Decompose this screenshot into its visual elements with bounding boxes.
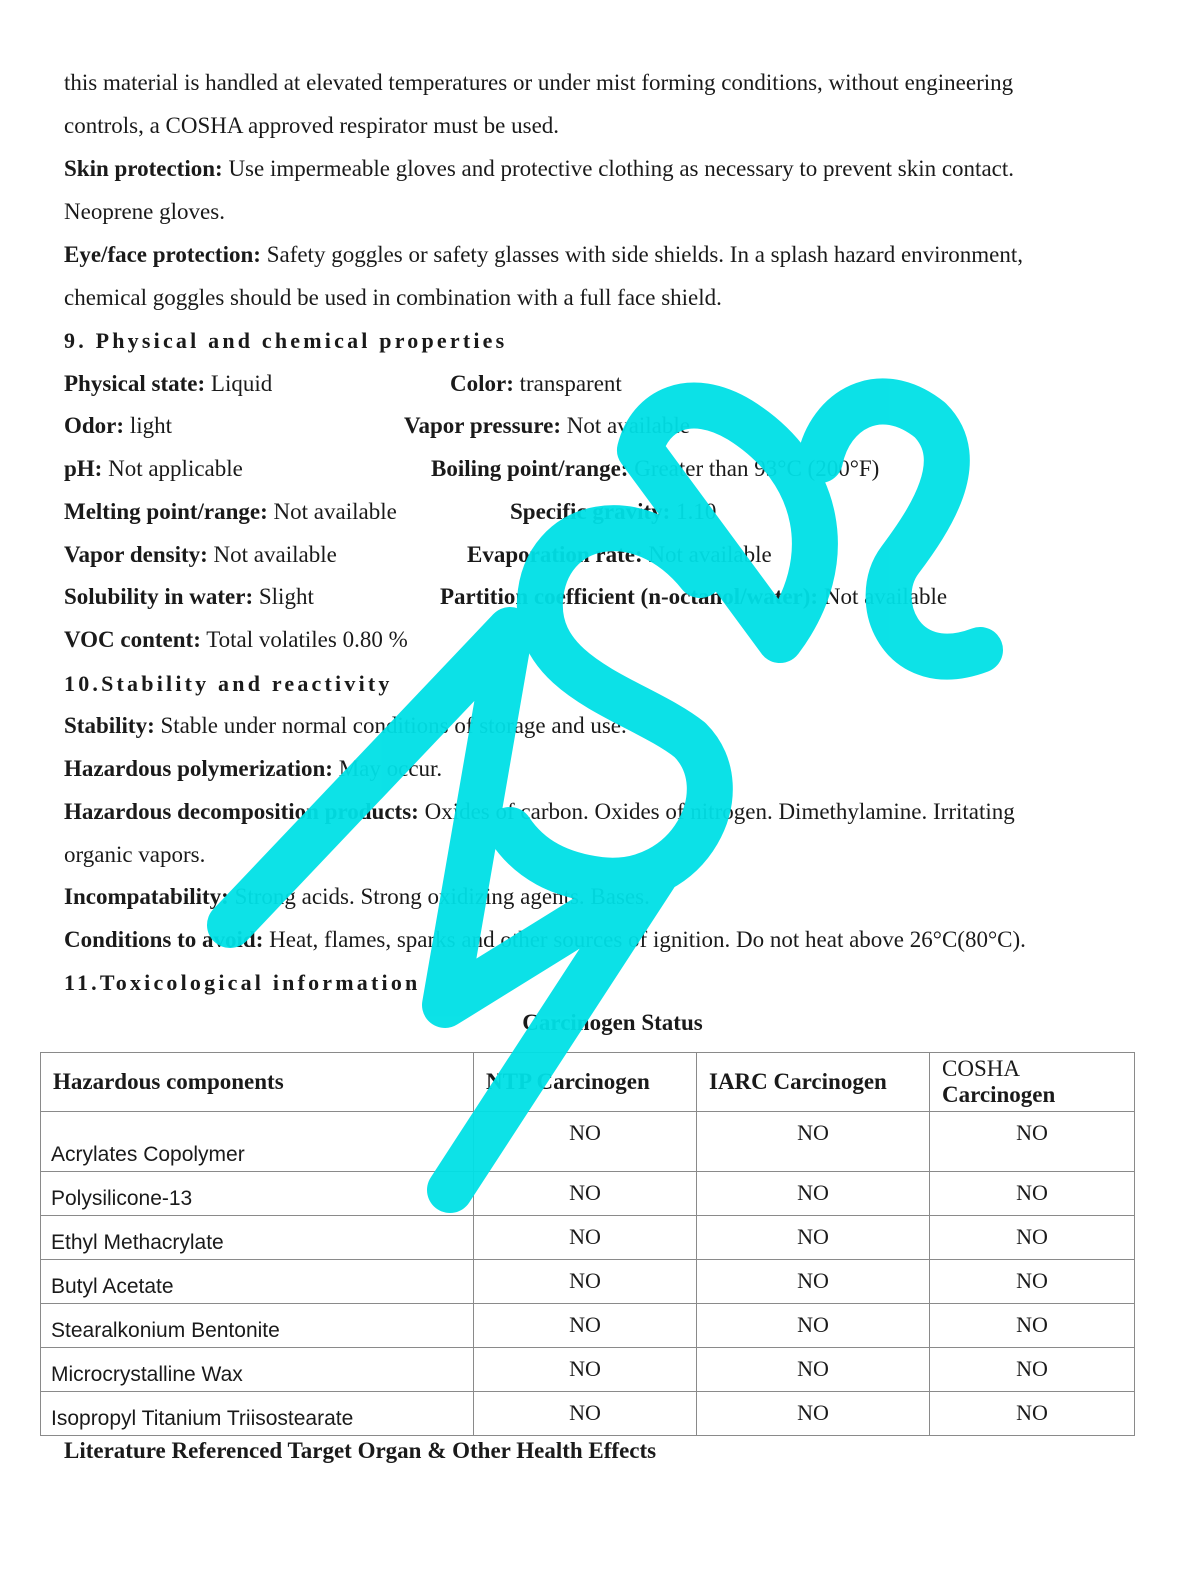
paragraph-line: this material is handled at elevated temperatures or under mist forming conditions, without engineering	[64, 70, 1014, 95]
field-value: Heat, flames, sparks and other sources of ignition. Do not heat above 26°C(80°C).	[263, 927, 1026, 952]
property	[64, 625, 408, 655]
iarc-value: NO	[697, 1348, 930, 1392]
section-heading: 10.Stability and reactivity	[64, 671, 393, 696]
property	[64, 582, 314, 612]
property	[64, 540, 337, 570]
component-name: Ethyl Methacrylate	[41, 1216, 474, 1260]
subsection-heading: Literature Referenced Target Organ & Other Health Effects	[64, 1438, 657, 1463]
field-label: Eye/face protection:	[64, 242, 261, 267]
paragraph-line: Neoprene gloves.	[64, 199, 225, 224]
table-row	[41, 1216, 1135, 1260]
table-row	[41, 1172, 1135, 1216]
property-value: Not available	[560, 413, 690, 438]
cosha-value: NO	[930, 1216, 1135, 1260]
property-label: Specific gravity:	[510, 499, 671, 524]
cosha-value: NO	[930, 1260, 1135, 1304]
property-value: Not available	[642, 542, 772, 567]
property-value: Liquid	[205, 371, 273, 396]
property-label: VOC content:	[64, 627, 201, 652]
property-label: Evaporation rate:	[467, 542, 643, 567]
field-label: Incompatability:	[64, 884, 229, 909]
property	[431, 454, 879, 484]
table-row	[41, 1348, 1135, 1392]
property-value: Total volatiles 0.80 %	[200, 627, 408, 652]
cosha-value: NO	[930, 1392, 1135, 1436]
column-header: Hazardous components	[41, 1053, 474, 1112]
conditions-line	[64, 925, 1026, 955]
field-label: Stability:	[64, 713, 155, 738]
property	[440, 582, 947, 612]
property	[64, 411, 172, 441]
field-label: Hazardous decomposition products:	[64, 799, 419, 824]
iarc-value: NO	[697, 1304, 930, 1348]
iarc-value: NO	[697, 1392, 930, 1436]
property-label: pH:	[64, 456, 103, 481]
field-value: Safety goggles or safety glasses with side shields. In a splash hazard environment,	[260, 242, 1023, 267]
property-label: Solubility in water:	[64, 584, 254, 609]
cosha-value: NO	[930, 1172, 1135, 1216]
property-value: 1.10	[670, 499, 717, 524]
property-label: Physical state:	[64, 371, 206, 396]
property-value: Greater than 93°C (200°F)	[628, 456, 880, 481]
paragraph-line: chemical goggles should be used in combination with a full face shield.	[64, 285, 722, 310]
polymerization-line	[64, 754, 442, 784]
field-value: Stable under normal conditions of storage and use.	[154, 713, 627, 738]
property	[467, 540, 772, 570]
field-value: Use impermeable gloves and protective clothing as necessary to prevent skin contact.	[222, 156, 1015, 181]
column-header-prefix: COSHA	[942, 1056, 1019, 1081]
paragraph-line: controls, a COSHA approved respirator must be used.	[64, 113, 560, 138]
table-row	[41, 1392, 1135, 1436]
field-label: Conditions to avoid:	[64, 927, 264, 952]
property-value: Not applicable	[102, 456, 243, 481]
field-label: Skin protection:	[64, 156, 223, 181]
ntp-value: NO	[474, 1304, 697, 1348]
skin-protection-line	[64, 154, 1014, 184]
ntp-value: NO	[474, 1392, 697, 1436]
ntp-value: NO	[474, 1112, 697, 1172]
section-heading: 11.Toxicological information	[64, 970, 421, 995]
table-row	[41, 1260, 1135, 1304]
property-value: Not available	[207, 542, 337, 567]
decomposition-line	[64, 797, 1015, 827]
ntp-value: NO	[474, 1348, 697, 1392]
watermark-letter-s2	[820, 401, 980, 656]
component-name: Isopropyl Titanium Triisostearate	[41, 1392, 474, 1436]
property	[404, 411, 690, 441]
iarc-value: NO	[697, 1112, 930, 1172]
component-name: Stearalkonium Bentonite	[41, 1304, 474, 1348]
iarc-value: NO	[697, 1172, 930, 1216]
ntp-value: NO	[474, 1216, 697, 1260]
field-label: Hazardous polymerization:	[64, 756, 333, 781]
property	[64, 497, 397, 527]
cosha-value: NO	[930, 1112, 1135, 1172]
table-row	[41, 1304, 1135, 1348]
cosha-value: NO	[930, 1304, 1135, 1348]
table-row	[41, 1112, 1135, 1172]
paragraph-line: organic vapors.	[64, 842, 206, 867]
property-value: transparent	[513, 371, 622, 396]
incompatability-line	[64, 882, 650, 912]
carcinogen-table	[40, 1052, 1135, 1436]
table-caption: Carcinogen Status	[522, 1010, 703, 1035]
column-header	[930, 1053, 1135, 1112]
property-value: Slight	[253, 584, 314, 609]
ntp-value: NO	[474, 1172, 697, 1216]
property-label: Color:	[450, 371, 514, 396]
component-name: Polysilicone-13	[41, 1172, 474, 1216]
property-label: Boiling point/range:	[431, 456, 629, 481]
table-header-row	[41, 1053, 1135, 1112]
ntp-value: NO	[474, 1260, 697, 1304]
field-value: Oxides of carbon. Oxides of nitrogen. Dimethylamine. Irritating	[418, 799, 1015, 824]
property	[510, 497, 716, 527]
property-label: Odor:	[64, 413, 125, 438]
eye-protection-line	[64, 240, 1023, 270]
property-value: Not available	[818, 584, 948, 609]
property-value: light	[124, 413, 172, 438]
cosha-value: NO	[930, 1348, 1135, 1392]
property	[450, 369, 622, 399]
property-label: Partition coefficient (n-octanol/water):	[440, 584, 819, 609]
property	[64, 369, 272, 399]
property	[64, 454, 243, 484]
property-label: Vapor pressure:	[404, 413, 561, 438]
property-label: Melting point/range:	[64, 499, 268, 524]
iarc-value: NO	[697, 1216, 930, 1260]
component-name: Butyl Acetate	[41, 1260, 474, 1304]
component-name: Microcrystalline Wax	[41, 1348, 474, 1392]
stability-line	[64, 711, 627, 741]
component-name: Acrylates Copolymer	[41, 1112, 474, 1172]
column-header: IARC Carcinogen	[697, 1053, 930, 1112]
property-value: Not available	[267, 499, 397, 524]
section-heading: 9. Physical and chemical properties	[64, 328, 508, 353]
property-label: Vapor density:	[64, 542, 208, 567]
field-value: Strong acids. Strong oxidizing agents. Bases.	[228, 884, 650, 909]
column-header: NTP Carcinogen	[474, 1053, 697, 1112]
field-value: May occur.	[332, 756, 443, 781]
column-header-suffix: Carcinogen	[942, 1082, 1056, 1107]
iarc-value: NO	[697, 1260, 930, 1304]
